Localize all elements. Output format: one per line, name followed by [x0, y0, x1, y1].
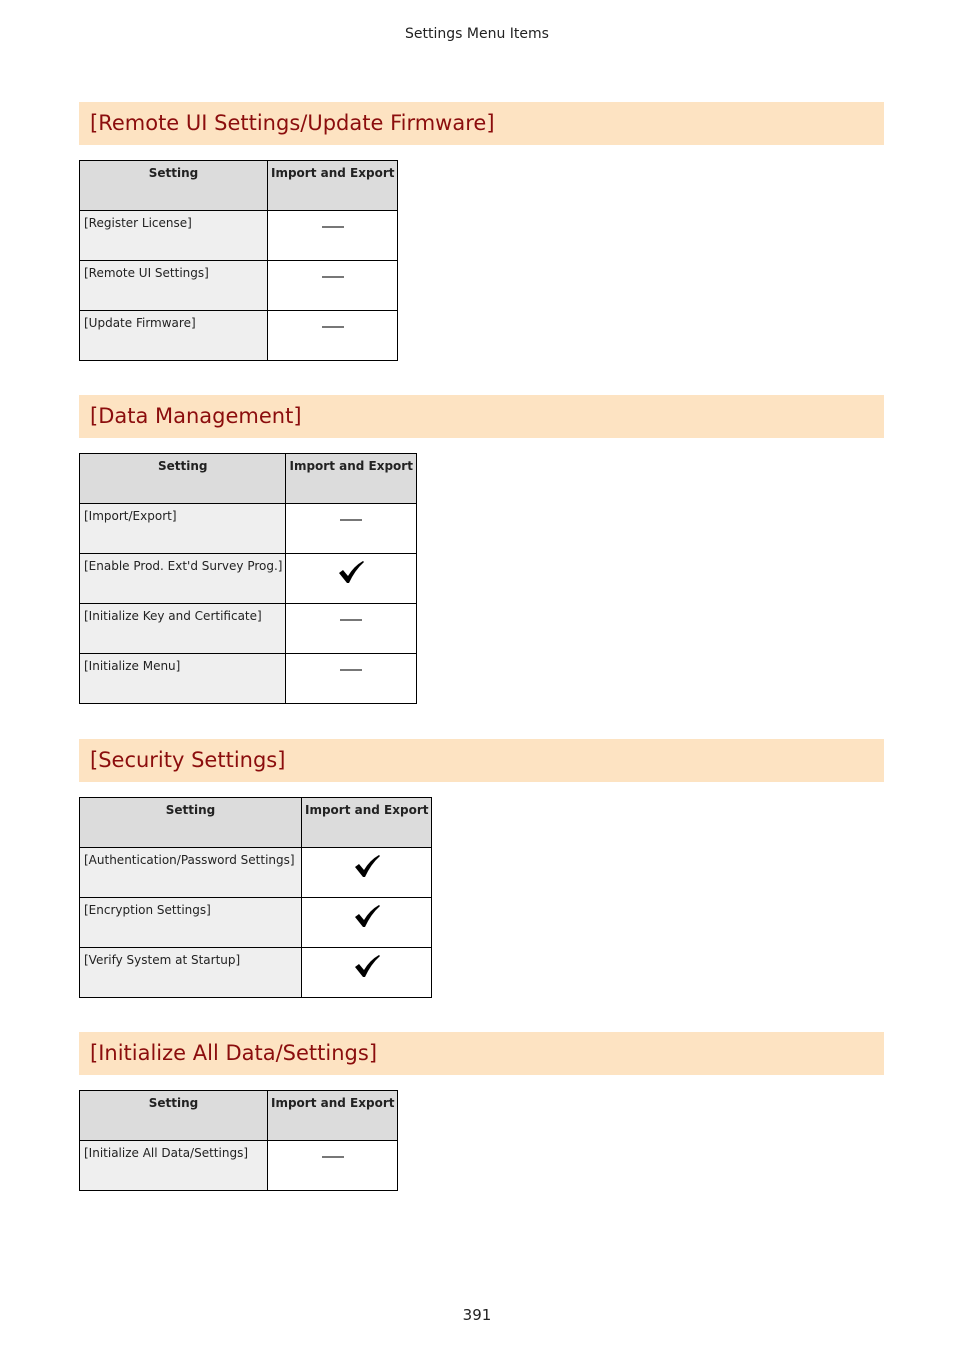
- table-row: [80, 604, 417, 654]
- checkmark-icon: [352, 903, 382, 929]
- import-export-cell: [302, 948, 432, 998]
- section-title: [Data Management]: [79, 395, 884, 438]
- column-header-setting: Setting: [80, 1091, 268, 1141]
- dash-icon: [340, 519, 362, 521]
- settings-table: [79, 453, 417, 704]
- table-row: [80, 554, 417, 604]
- settings-table: [79, 1090, 398, 1191]
- table-row: [80, 654, 417, 704]
- table-row: [80, 261, 398, 311]
- column-header-setting: Setting: [80, 798, 302, 848]
- checkmark-icon: [336, 559, 366, 585]
- setting-name: [Authentication/Password Settings]: [80, 848, 302, 898]
- import-export-cell: [302, 848, 432, 898]
- table-row: [80, 898, 432, 948]
- table-row: [80, 311, 398, 361]
- dash-icon: [322, 276, 344, 278]
- setting-name: [Register License]: [80, 211, 268, 261]
- column-header-setting: Setting: [80, 161, 268, 211]
- section-title: [Remote UI Settings/Update Firmware]: [79, 102, 884, 145]
- column-header-setting: Setting: [80, 454, 286, 504]
- import-export-cell: [286, 554, 416, 604]
- dash-icon: [322, 326, 344, 328]
- table-row: [80, 1141, 398, 1191]
- dash-icon: [322, 226, 344, 228]
- setting-name: [Initialize Key and Certificate]: [80, 604, 286, 654]
- import-export-cell: [268, 1141, 398, 1191]
- import-export-cell: [268, 211, 398, 261]
- setting-name: [Initialize All Data/Settings]: [80, 1141, 268, 1191]
- setting-name: [Initialize Menu]: [80, 654, 286, 704]
- column-header-import-export: Import and Export: [286, 454, 416, 504]
- import-export-cell: [286, 504, 416, 554]
- running-head: Settings Menu Items: [405, 26, 549, 42]
- section-data-management: [79, 395, 884, 704]
- dash-icon: [340, 669, 362, 671]
- table-row: [80, 948, 432, 998]
- section-initialize-all: [79, 1032, 884, 1191]
- section-remote-ui: [79, 102, 884, 361]
- setting-name: [Verify System at Startup]: [80, 948, 302, 998]
- setting-name: [Remote UI Settings]: [80, 261, 268, 311]
- checkmark-icon: [352, 953, 382, 979]
- setting-name: [Update Firmware]: [80, 311, 268, 361]
- table-row: [80, 211, 398, 261]
- page-number: 391: [462, 1306, 492, 1324]
- settings-table: [79, 797, 432, 998]
- settings-table: [79, 160, 398, 361]
- import-export-cell: [268, 311, 398, 361]
- setting-name: [Encryption Settings]: [80, 898, 302, 948]
- column-header-import-export: Import and Export: [268, 1091, 398, 1141]
- column-header-import-export: Import and Export: [302, 798, 432, 848]
- import-export-cell: [286, 654, 416, 704]
- import-export-cell: [286, 604, 416, 654]
- setting-name: [Import/Export]: [80, 504, 286, 554]
- dash-icon: [340, 619, 362, 621]
- table-row: [80, 848, 432, 898]
- column-header-import-export: Import and Export: [268, 161, 398, 211]
- checkmark-icon: [352, 853, 382, 879]
- table-row: [80, 504, 417, 554]
- dash-icon: [322, 1156, 344, 1158]
- section-security-settings: [79, 739, 884, 998]
- section-title: [Initialize All Data/Settings]: [79, 1032, 884, 1075]
- setting-name: [Enable Prod. Ext'd Survey Prog.]: [80, 554, 286, 604]
- section-title: [Security Settings]: [79, 739, 884, 782]
- import-export-cell: [268, 261, 398, 311]
- import-export-cell: [302, 898, 432, 948]
